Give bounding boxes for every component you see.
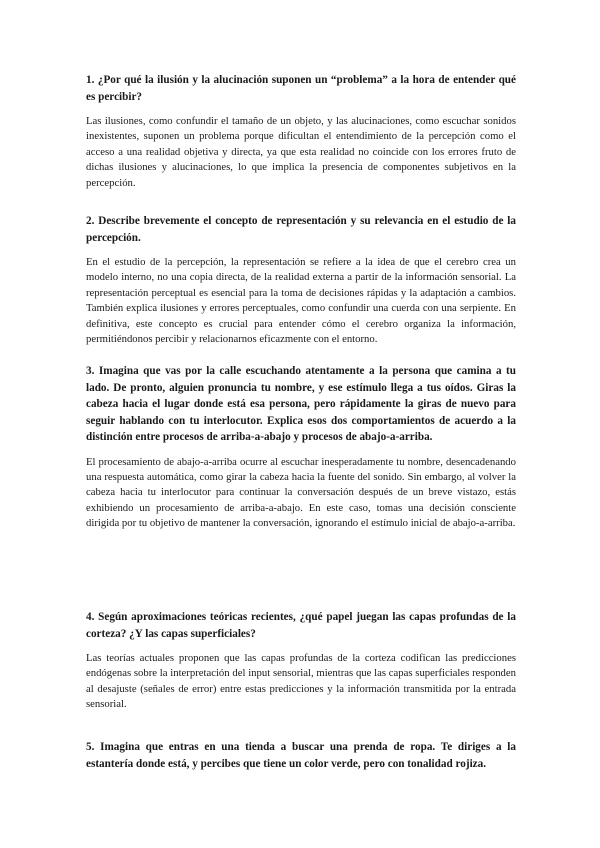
answer-paragraph: Las ilusiones, como confundir el tamaño de un objeto, y las alucinaciones, como escuchar sonidos inexistentes, suponen un problema porque dificultan el entendimiento de la percepción como el acceso a una realidad objetiva y directa, ya que esta realidad no coincide con los errores fruto de dichas ilusiones y alucinaciones, lo que implica la presencia de componentes subjetivos en la percepción. (86, 115, 516, 189)
question-heading: 4. Según aproximaciones teóricas recientes, ¿qué papel juegan las capas profundas de la corteza? ¿Y las capas superficiales? (86, 611, 516, 640)
question-heading: 5. Imagina que entras en una tienda a buscar una prenda de ropa. Te diriges a la estantería donde está, y percibes que tiene un color verde, pero con tonalidad rojiza. (86, 741, 516, 770)
question-block (86, 739, 516, 781)
question-heading: 1. ¿Por qué la ilusión y la alucinación suponen un “problema” a la hora de entender qué es percibir? (86, 74, 516, 103)
question-block (86, 363, 516, 532)
question-heading: 3. Imagina que vas por la calle escuchando atentamente a la persona que camina a tu lado. De pronto, alguien pronuncia tu nombre, y ese estímulo llega a tus oídos. Giras la cabeza hacia el lugar donde está esa persona, pero rápidamente la giras de nuevo para seguir hablando con tu interlocutor. Explica esos dos comportamientos de acuerdo a la distinción entre procesos de arriba-a-abajo y procesos de abajo-a-arriba. (86, 365, 516, 443)
answer-paragraph: En el estudio de la percepción, la representación se refiere a la idea de que el cerebro crea un modelo interno, no una copia directa, de la realidad externa a partir de la información sensorial. La representación perceptual es esencial para la toma de decisiones rápidas y la adaptación a cambios. También explica ilusiones y errores perceptuales, como confundir una cuerda con una serpiente. En definitiva, este concepto es crucial para entender cómo el cerebro organiza la información, permitiéndonos percibir y relacionarnos eficazmente con el entorno. (86, 256, 516, 346)
answer-paragraph: El procesamiento de abajo-a-arriba ocurre al escuchar inesperadamente tu nombre, desencadenando una respuesta automática, como girar la cabeza hacia la fuente del sonido. Sin embargo, al volver la cabeza hacia tu interlocutor para continuar la conversación después de un breve vistazo, estás exhibiendo un procesamiento de arriba-a-abajo. En este caso, tomas una decisión consciente dirigida por tu objetivo de mantener la conversación, ignorando el estímulo inicial de abajo-a-arriba. (86, 455, 516, 530)
question-heading: 2. Describe brevemente el concepto de representación y su relevancia en el estudio de la percepción. (86, 215, 516, 244)
question-block (86, 609, 516, 713)
document-page (86, 72, 516, 770)
question-block (86, 213, 516, 347)
answer-paragraph: Las teorías actuales proponen que las capas profundas de la corteza codifican las predicciones endógenas sobre la interpretación del input sensorial, mientras que las capas superficiales responden al desajuste (señales de error) entre estas predicciones y la información transmitida por la entrada sensorial. (86, 652, 516, 711)
question-block (86, 72, 516, 191)
